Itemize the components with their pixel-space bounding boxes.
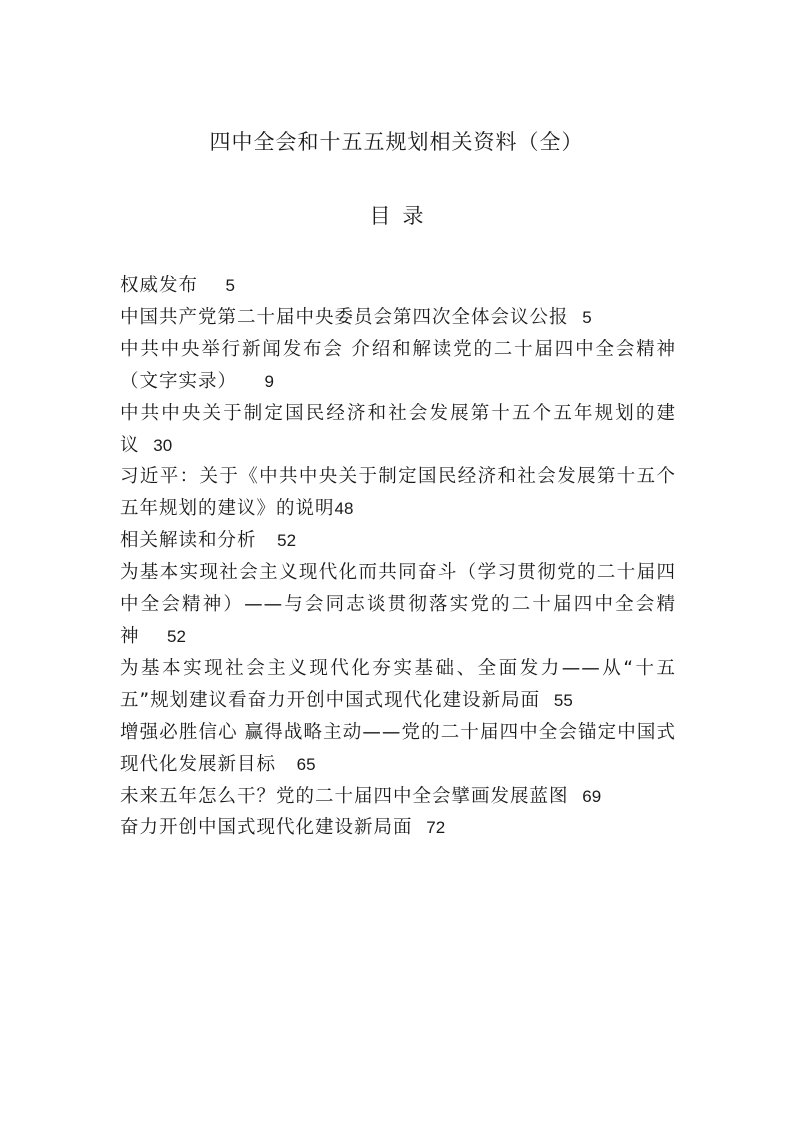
toc-entry-page: 5 (225, 276, 236, 295)
toc-entry[interactable] (120, 781, 676, 813)
toc-entry-title: 中共中央举行新闻发布会 介绍和解读党的二十届四中全会精神（文字实录） (120, 338, 676, 392)
toc-entry[interactable] (120, 812, 676, 844)
toc-entry-title: 未来五年怎么干？党的二十届四中全会擘画发展蓝图 (120, 785, 569, 807)
toc-entry-title: 习近平：关于《中共中央关于制定国民经济和社会发展第十五个五年规划的建议》的说明 (120, 466, 676, 520)
toc-entry[interactable] (120, 334, 676, 398)
toc-entry-page: 30 (153, 435, 173, 455)
toc-entry[interactable] (120, 557, 676, 653)
toc-entry-title: 相关解读和分析 (120, 530, 257, 552)
toc-entry-page: 55 (553, 690, 573, 710)
toc-entry[interactable] (120, 525, 676, 557)
toc-entry[interactable] (120, 653, 676, 717)
toc-entry-title: 权威发布 (120, 275, 199, 296)
toc-entry-title: 中国共产党第二十届中央委员会第四次全体会议公报 (120, 306, 569, 328)
toc-entry-page: 5 (582, 307, 592, 327)
toc-entry-page: 65 (296, 754, 316, 774)
toc-entry[interactable] (120, 302, 676, 334)
toc-entry-page: 9 (264, 371, 275, 391)
toc-entry-title: 为基本实现社会主义现代化夯实基础、全面发力——从“十五五”规划建议看奋力开创中国式现代化建设新局面 (120, 657, 676, 711)
toc-entry-title: 中共中央关于制定国民经济和社会发展第十五个五年规划的建议 (120, 402, 676, 456)
toc-entry-page: 52 (167, 626, 186, 646)
toc-entry-page: 48 (334, 499, 354, 519)
toc-entry-title: 增强必胜信心 赢得战略主动——党的二十届四中全会锚定中国式现代化发展新目标 (120, 721, 676, 775)
toc-entry-page: 69 (582, 786, 602, 806)
toc-entry[interactable] (120, 270, 676, 302)
table-of-contents (120, 270, 676, 844)
toc-entry-page: 72 (426, 818, 446, 838)
toc-heading: 目录 (369, 204, 436, 228)
toc-entry[interactable] (120, 461, 676, 525)
toc-entry-title: 奋力开创中国式现代化建设新局面 (120, 817, 413, 839)
toc-entry[interactable] (120, 717, 676, 781)
document-title: 四中全会和十五五规划相关资料（全） (209, 130, 584, 154)
toc-entry-page: 52 (277, 531, 297, 551)
toc-entry[interactable] (120, 398, 676, 462)
toc-entry-title: 为基本实现社会主义现代化而共同奋斗（学习贯彻党的二十届四中全会精神）——与会同志谈贯彻落实党的二十届四中全会精神 (120, 562, 676, 647)
